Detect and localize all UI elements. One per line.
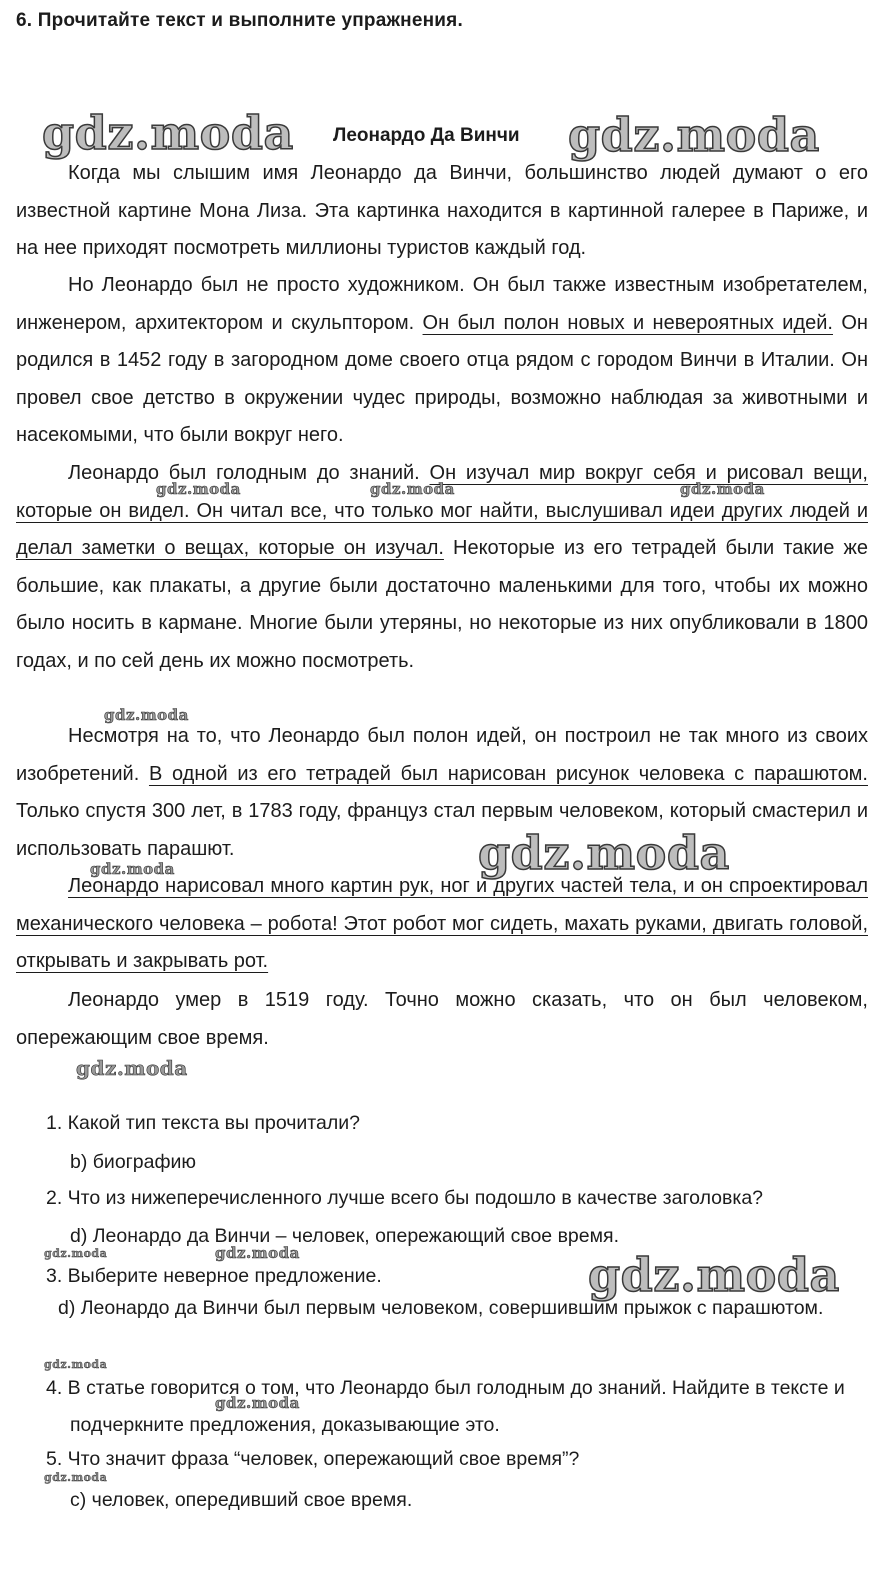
text-segment: Только спустя 300 лет, в 1783 году, француз стал первым человеком, который смастерил и использовать парашют. (16, 800, 868, 860)
answer-1: b) биографию (70, 1151, 197, 1173)
underlined-sentence: Он изучал мир вокруг себя и рисовал вещи, которые он видел. Он читал все, что только мог найти, выслушивал идеи других людей и делал заметки о вещах, которые он изучал. (16, 462, 868, 559)
watermark: gdz.moda (588, 1248, 840, 1302)
watermark: gdz.moda (478, 826, 730, 880)
text-segment: Но Леонардо был не просто художником. Он был также известным изобретателем, инженером, архитектором и скульптором. (16, 274, 868, 334)
watermark: gdz.moda (680, 480, 765, 498)
answer-5: c) человек, опередивший свое время. (70, 1489, 413, 1511)
question-3: 3. Выберите неверное предложение. (46, 1265, 382, 1287)
underlined-sentence: Он был полон новых и невероятных идей. (422, 311, 833, 334)
text-segment: Несмотря на то, что Леонардо был полон идей, он построил не так много из своих изобретений. (16, 725, 868, 785)
watermark: gdz.moda (104, 706, 189, 724)
paragraph-6 (16, 982, 868, 1057)
text-segment: Леонардо был голодным до знаний. (68, 462, 430, 484)
watermark: gdz.moda (44, 1247, 108, 1260)
watermark: gdz.moda (90, 860, 175, 878)
underlined-sentence: В одной из его тетрадей был нарисован рисунок человека с парашютом. (148, 762, 868, 785)
watermark: gdz.moda (42, 106, 294, 160)
watermark: gdz.moda (44, 1471, 108, 1484)
watermark: gdz.moda (215, 1244, 300, 1262)
text-title: Леонардо Да Винчи (333, 125, 520, 146)
question-4: 4. В статье говорится о том, что Леонардо был голодным до знаний. Найдите в тексте и подчеркните предложения, доказывающие это. (46, 1377, 845, 1436)
exercise-heading: 6. Прочитайте текст и выполните упражнения. (16, 10, 463, 31)
answer-2: d) Леонардо да Винчи – человек, опережающий свое время. (70, 1225, 619, 1247)
paragraph-1 (16, 155, 868, 268)
question-2: 2. Что из нижеперечисленного лучше всего бы подошло в качестве заголовка? (46, 1187, 764, 1209)
text-segment: Леонардо умер в 1519 году. Точно можно сказать, что он был человеком, опережающим свое время. (16, 989, 868, 1049)
question-5: 5. Что значит фраза “человек, опережающий свое время”? (46, 1448, 580, 1470)
paragraph-4 (16, 718, 868, 868)
paragraph-2 (16, 267, 868, 455)
paragraph-5 (16, 868, 868, 981)
watermark: gdz.moda (44, 1358, 108, 1371)
watermark: gdz.moda (568, 108, 820, 162)
answer-3: d) Леонардо да Винчи был первым человеком, совершившим прыжок с парашютом. (58, 1297, 824, 1319)
question-1: 1. Какой тип текста вы прочитали? (46, 1112, 360, 1134)
underlined-sentence: Леонардо нарисовал много картин рук, ног и других частей тела, и он спроектировал механического человека – робота! Этот робот мог сидеть, махать руками, двигать головой, открывать и закрывать рот. (16, 875, 868, 972)
watermark: gdz.moda (370, 480, 455, 498)
watermark: gdz.moda (76, 1056, 188, 1080)
watermark: gdz.moda (156, 480, 241, 498)
text-segment: Некоторые из его тетрадей были такие же большие, как плакаты, а другие были достаточно маленькими для того, чтобы их можно было носить в кармане. Многие были утеряны, но некоторые из них опубликовали в 1800 годах, и по сей день их можно посмотреть. (16, 537, 868, 672)
text-segment: Когда мы слышим имя Леонардо да Винчи, большинство людей думают о его известной картине Мона Лиза. Эта картинка находится в картинной галерее в Париже, и на нее приходят посмотреть миллионы туристов каждый год. (16, 162, 868, 259)
text-segment: Он родился в 1452 году в загородном доме своего отца рядом с городом Винчи в Италии. Он провел свое детство в окружении чудес природы, возможно наблюдая за животными и насекомыми, что были вокруг него. (16, 311, 868, 446)
watermark: gdz.moda (215, 1394, 300, 1412)
